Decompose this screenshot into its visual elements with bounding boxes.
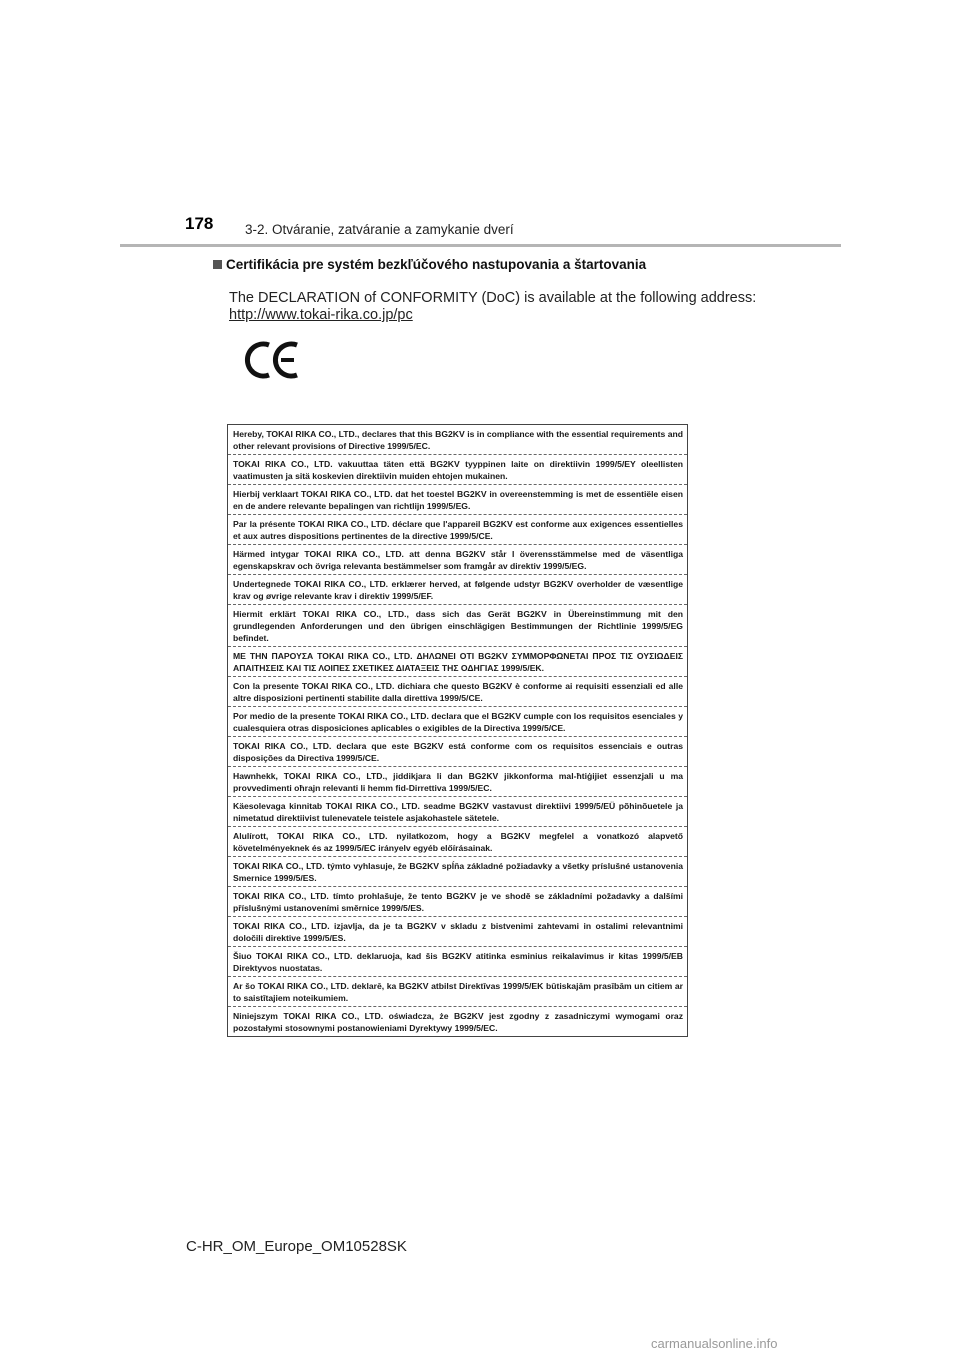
section-heading-text: Certifikácia pre systém bezkľúčového nastupovania a štartovania	[226, 257, 647, 272]
ce-mark-icon	[244, 340, 302, 380]
doc-availability-line: The DECLARATION of CONFORMITY (DoC) is available at the following address:	[229, 290, 757, 306]
declaration-row: Niniejszym TOKAI RIKA CO., LTD. oświadcza, że BG2KV jest zgodny z zasadniczymi wymogami oraz pozostałymi stosownymi postanowieniami Dyrektywy 1999/5/EC.	[233, 1011, 683, 1033]
declaration-row: Hierbij verklaart TOKAI RIKA CO., LTD. dat het toestel BG2KV in overeenstemming is met de essentiële eisen en de andere relevante bepalingen van richtlijn 1999/5/EG.	[228, 485, 687, 515]
declaration-row: TOKAI RIKA CO., LTD. declara que este BG2KV está conforme com os requisitos essenciais e outras disposições da Directiva 1999/5/CE.	[228, 737, 687, 767]
declaration-row: Por medio de la presente TOKAI RIKA CO., LTD. declara que el BG2KV cumple con los requisitos esenciales y cualesquiera otras disposiciones aplicables o exigibles de la Directiva 1999/5/CE.	[228, 707, 687, 737]
document-code: C-HR_OM_Europe_OM10528SK	[186, 1238, 407, 1255]
square-bullet-icon	[213, 260, 222, 269]
declaration-row: Hereby, TOKAI RIKA CO., LTD., declares that this BG2KV is in compliance with the essential requirements and other relevant provisions of Directive 1999/5/EC.	[228, 425, 687, 455]
declaration-row: TOKAI RIKA CO., LTD. tímto prohlašuje, že tento BG2KV je ve shodě se základními požadavky a dalšími příslušnými ustanoveními směrnice 1999/5/ES.	[228, 887, 687, 917]
header-divider	[120, 244, 841, 247]
declaration-row: Par la présente TOKAI RIKA CO., LTD. déclare que l'appareil BG2KV est conforme aux exigences essentielles et aux autres dispositions pertinentes de la directive 1999/5/CE.	[228, 515, 687, 545]
section-heading	[213, 257, 646, 272]
declaration-row: Hawnhekk, TOKAI RIKA CO., LTD., jiddikjara li dan BG2KV jikkonforma mal-ħtiġijiet essenzjali u ma provvedimenti oħrajn relevanti li hemm fid-Dirrettiva 1999/5/EC.	[228, 767, 687, 797]
declaration-row: Käesolevaga kinnitab TOKAI RIKA CO., LTD. seadme BG2KV vastavust direktiivi 1999/5/EÜ põhinõuetele ja nimetatud direktiivist tulenevatele teistele asjakohastele sätetele.	[228, 797, 687, 827]
declaration-row: Con la presente TOKAI RIKA CO., LTD. dichiara che questo BG2KV è conforme ai requisiti essenziali ed alle altre disposizioni pertinenti stabilite dalla direttiva 1999/5/CE.	[228, 677, 687, 707]
declaration-table	[227, 424, 688, 1037]
declaration-row: Undertegnede TOKAI RIKA CO., LTD. erklærer herved, at følgende udstyr BG2KV overholder de væsentlige krav og øvrige relevante krav i direktiv 1999/5/EF.	[228, 575, 687, 605]
declaration-row: TOKAI RIKA CO., LTD. vakuuttaa täten että BG2KV tyyppinen laite on direktiivin 1999/5/EY oleellisten vaatimusten ja sitä koskevien direktiivin muiden ehtojen mukainen.	[228, 455, 687, 485]
doc-url-link[interactable]: http://www.tokai-rika.co.jp/pc	[229, 307, 413, 323]
declaration-row: TOKAI RIKA CO., LTD. izjavlja, da je ta BG2KV v skladu z bistvenimi zahtevami in ostalimi relevantnimi določili direktive 1999/5/ES.	[228, 917, 687, 947]
declaration-row: Hiermit erklärt TOKAI RIKA CO., LTD., dass sich das Gerät BG2KV in Übereinstimmung mit den grundlegenden Anforderungen und den übrigen einschlägigen Bestimmungen der Richtlinie 1999/5/EG befindet.	[228, 605, 687, 647]
declaration-row: Šiuo TOKAI RIKA CO., LTD. deklaruoja, kad šis BG2KV atitinka esminius reikalavimus ir kitas 1999/5/EB Direktyvos nuostatas.	[228, 947, 687, 977]
chapter-title: 3-2. Otváranie, zatváranie a zamykanie dverí	[245, 222, 514, 237]
declaration-row: Härmed intygar TOKAI RIKA CO., LTD. att denna BG2KV står I överensstämmelse med de väsentliga egenskapskrav och övriga relevanta bestämmelser som framgår av direktiv 1999/5/EG.	[228, 545, 687, 575]
watermark: carmanualsonline.info	[651, 1336, 778, 1351]
page-number: 178	[185, 214, 214, 233]
declaration-row: ΜΕ ΤΗΝ ΠΑΡΟΥΣΑ TOKAI RIKA CO., LTD. ΔΗΛΩΝΕΙ ΟΤΙ BG2KV ΣΥΜΜΟΡΦΩΝΕΤΑΙ ΠΡΟΣ ΤΙΣ ΟΥΣΙΩΔΕΙΣ ΑΠΑΙΤΗΣΕΙΣ ΚΑΙ ΤΙΣ ΛΟΙΠΕΣ ΣΧΕΤΙΚΕΣ ΔΙΑΤΑΞΕΙΣ ΤΗΣ ΟΔΗΓΙΑΣ 1999/5/ΕΚ.	[228, 647, 687, 677]
declaration-row: Alulírott, TOKAI RIKA CO., LTD. nyilatkozom, hogy a BG2KV megfelel a vonatkozó alapvető követelményeknek és az 1999/5/EC irányelv egyéb előírásainak.	[228, 827, 687, 857]
declaration-row: TOKAI RIKA CO., LTD. týmto vyhlasuje, že BG2KV spĺňa základné požiadavky a všetky príslušné ustanovenia Smernice 1999/5/ES.	[228, 857, 687, 887]
declaration-row: Ar šo TOKAI RIKA CO., LTD. deklarē, ka BG2KV atbilst Direktīvas 1999/5/EK būtiskajām prasībām un citiem ar to saistītajiem noteikumiem.	[228, 977, 687, 1007]
